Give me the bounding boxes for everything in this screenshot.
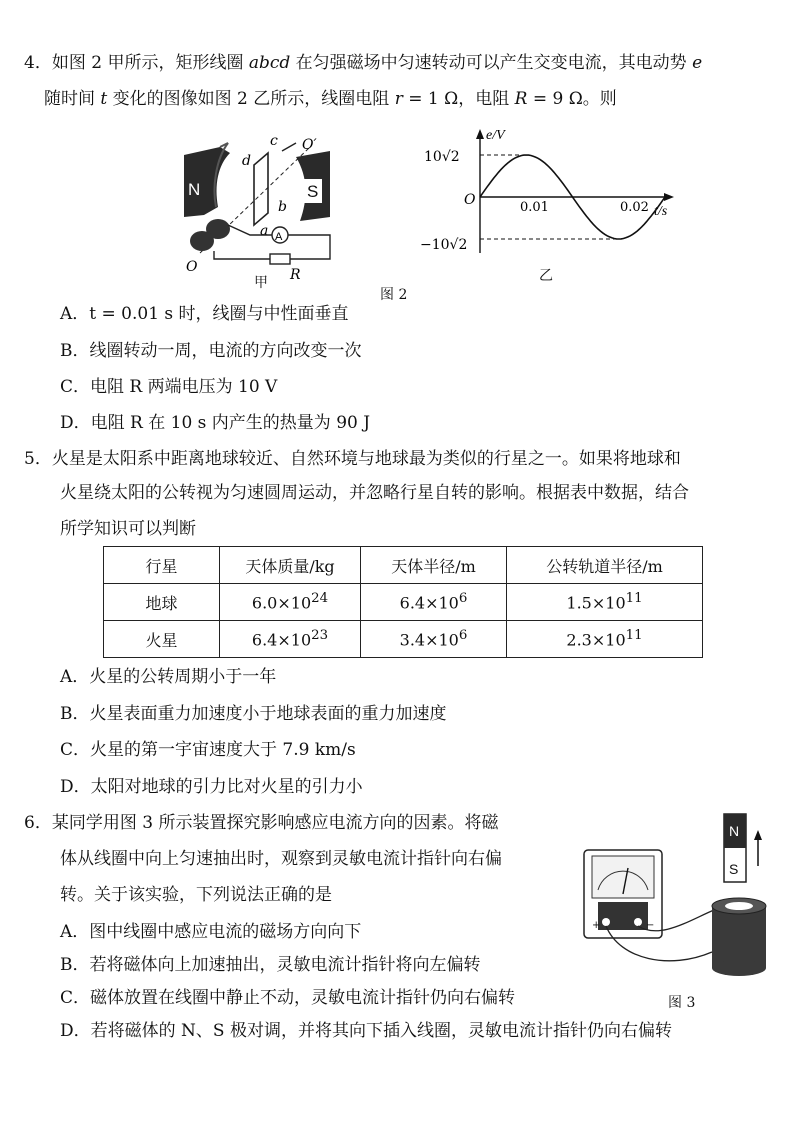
coil-label-b: b: [278, 199, 287, 215]
x-axis-arrow: [664, 193, 674, 201]
minus-label: −: [646, 920, 655, 931]
origin-label: O: [464, 192, 476, 208]
resistor: [270, 254, 290, 264]
q5-option-b[interactable]: B．火星表面重力加速度小于地球表面的重力加速度: [60, 704, 447, 724]
q6-stem-line3: 转。关于该实验，下列说法正确的是: [60, 885, 332, 905]
cell-base: 6.4×10: [251, 630, 312, 650]
cell-base: 2.3×10: [566, 630, 626, 650]
plus-label: +: [592, 920, 601, 931]
resistor-label: R: [290, 267, 301, 283]
cell-exponent: 11: [625, 591, 643, 607]
n-pole-label: N: [188, 180, 201, 199]
q4-stem-line2: [44, 88, 617, 110]
q5-option-a[interactable]: A．火星的公转周期小于一年: [60, 667, 277, 687]
table-row: [104, 621, 703, 658]
q4-var-abcd: abcd: [248, 53, 291, 73]
y-tick-top: 10√2: [424, 149, 460, 165]
coil-opening: [725, 902, 753, 910]
et-graph: [420, 125, 680, 265]
coil-label-c: c: [270, 133, 278, 149]
magnet-s-label: S: [729, 861, 739, 877]
table-cell: [361, 621, 507, 658]
planet-data-table: [103, 546, 703, 658]
table-cell: [507, 621, 703, 658]
table-row: [104, 584, 703, 621]
magnet-n-label: N: [729, 823, 740, 839]
q5-option-d[interactable]: D．太阳对地球的引力比对火星的引力小: [60, 777, 363, 797]
table-header: 行星: [104, 547, 220, 584]
x-axis-label: t/s: [654, 204, 668, 219]
q4-text: 在匀强磁场中匀速转动可以产生交变电流，其电动势: [290, 53, 693, 73]
q4-option-b[interactable]: B．线圈转动一周，电流的方向改变一次: [60, 341, 362, 361]
q5-stem-line3: 所学知识可以判断: [60, 519, 196, 539]
cell-exponent: 6: [458, 628, 468, 644]
table-header: 天体半径/m: [361, 547, 507, 584]
axis-label-o-prime: O′: [302, 137, 317, 153]
cell-base: 1.5×10: [566, 593, 626, 613]
q4-text: 随时间: [44, 89, 101, 109]
q4-stem-line1: [24, 52, 702, 74]
q4-text: = 9 Ω。则: [527, 89, 617, 109]
q4-text: 4．如图 2 甲所示，矩形线圈: [24, 53, 249, 73]
q5-option-c[interactable]: C．火星的第一宇宙速度大于 7.9 km/s: [60, 740, 356, 760]
q5-stem-line2: 火星绕太阳的公转视为匀速圆周运动，并忽略行星自转的影响。根据表中数据，结合: [60, 483, 689, 503]
q4-option-a[interactable]: A．t = 0.01 s 时，线圈与中性面垂直: [60, 304, 349, 324]
q5-stem-line1: 5．火星是太阳系中距离地球较近、自然环境与地球最为类似的行星之一。如果将地球和: [24, 449, 681, 469]
figure-jia-label: 甲: [254, 275, 268, 291]
ammeter-label: A: [275, 231, 283, 243]
x-tick-0.02: 0.02: [620, 200, 649, 215]
y-tick-bottom: −10√2: [420, 237, 468, 253]
coil-bottom: [712, 960, 766, 976]
q4-var-R: R: [514, 89, 528, 109]
q6-stem-line2: 体从线圈中向上匀速抽出时，观察到灵敏电流计指针向右偏: [60, 849, 502, 869]
coil-label-d: d: [242, 153, 251, 169]
induction-apparatus: [580, 810, 780, 990]
table-cell: [507, 584, 703, 621]
s-pole-label: S: [307, 182, 319, 201]
q6-stem-line1: 6．某同学用图 3 所示装置探究影响感应电流方向的因素。将磁: [24, 813, 499, 833]
terminal-plus: [602, 918, 610, 926]
generator-diagram: [170, 125, 350, 285]
cell-exponent: 23: [311, 628, 329, 644]
cell-exponent: 11: [625, 628, 643, 644]
table-cell: [361, 584, 507, 621]
figure-2-caption: 图 2: [380, 287, 408, 303]
q6-option-a[interactable]: A．图中线圈中感应电流的磁场方向向下: [60, 922, 362, 942]
table-header: 公转轨道半径/m: [507, 547, 703, 584]
x-tick-0.01: 0.01: [520, 200, 549, 215]
y-axis-arrow: [476, 129, 484, 139]
cell-base: 6.0×10: [251, 593, 312, 613]
q4-var-t: t: [100, 89, 108, 109]
table-cell: [220, 621, 361, 658]
coil-label-a: a: [260, 223, 269, 239]
slip-ring-2: [190, 231, 214, 251]
coil-body: [712, 906, 766, 968]
q6-option-d[interactable]: D．若将磁体的 N、S 极对调，并将其向下插入线圈，灵敏电流计指针仍向右偏转: [60, 1021, 672, 1041]
q4-option-c[interactable]: C．电阻 R 两端电压为 10 V: [60, 377, 278, 397]
terminal-minus: [634, 918, 642, 926]
upward-arrow-head: [754, 830, 762, 840]
table-header: 天体质量/kg: [220, 547, 361, 584]
cell-base: 6.4×10: [399, 593, 459, 613]
q6-option-b[interactable]: B．若将磁体向上加速抽出，灵敏电流计指针将向左偏转: [60, 955, 481, 975]
cell-base: 3.4×10: [399, 630, 459, 650]
rotation-arrow: [282, 143, 296, 151]
table-header-row: [104, 547, 703, 584]
cell-exponent: 24: [311, 591, 329, 607]
y-axis-label: e/V: [486, 128, 505, 143]
axis-label-o: O: [186, 259, 198, 275]
table-cell: 地球: [104, 584, 220, 621]
figure-3-caption: 图 3: [668, 995, 696, 1011]
q6-option-c[interactable]: C．磁体放置在线圈中静止不动，灵敏电流计指针仍向右偏转: [60, 988, 516, 1008]
cell-exponent: 6: [458, 591, 468, 607]
table-cell: [220, 584, 361, 621]
q4-text: = 1 Ω，电阻: [402, 89, 515, 109]
figure-yi-label: 乙: [539, 268, 553, 284]
q4-var-e: e: [692, 53, 703, 73]
table-cell: 火星: [104, 621, 220, 658]
q4-var-r: r: [394, 89, 403, 109]
q4-option-d[interactable]: D．电阻 R 在 10 s 内产生的热量为 90 J: [60, 413, 371, 433]
q4-text: 变化的图像如图 2 乙所示，线圈电阻: [107, 89, 395, 109]
